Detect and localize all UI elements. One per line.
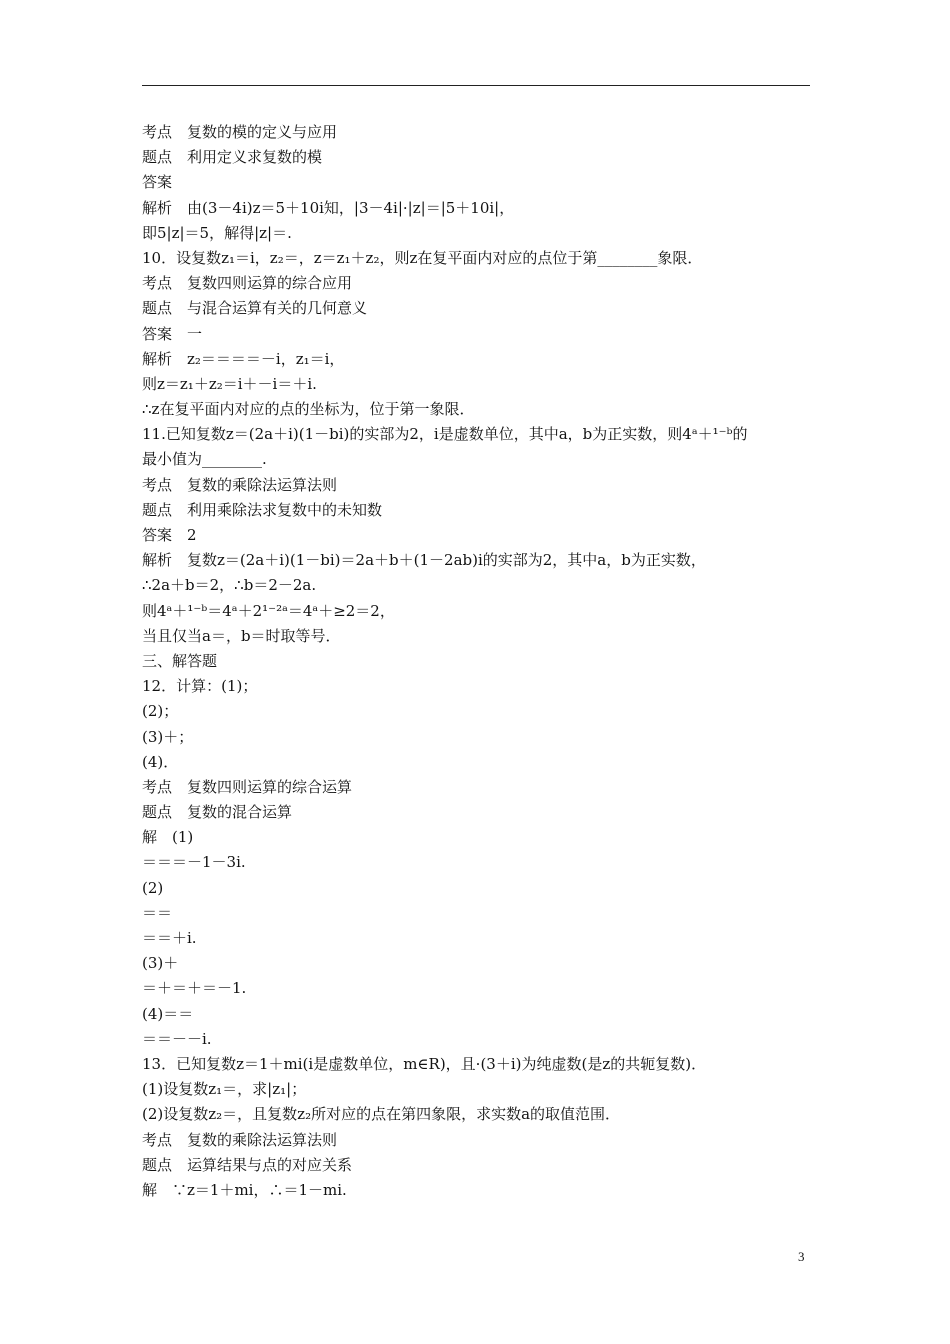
text-line: ∴z在复平面内对应的点的坐标为，位于第一象限． bbox=[142, 400, 475, 419]
text-line: 解析 z₂＝＝＝＝－i，z₁＝i， bbox=[142, 349, 345, 368]
text-line: 答案 2 bbox=[142, 526, 197, 544]
text-line: 即5|z|＝5，解得|z|＝. bbox=[142, 223, 292, 242]
text-line: ∴2a＋b＝2，∴b＝2－2a. bbox=[142, 576, 317, 595]
question-12: 12．计算：(1)； bbox=[142, 677, 258, 696]
text-line: (1)设复数z₁＝，求|z₁|； bbox=[142, 1080, 307, 1099]
text-line: 题点 利用定义求复数的模 bbox=[142, 148, 323, 167]
text-line: 答案 bbox=[142, 173, 173, 192]
text-line: 答案 一 bbox=[142, 324, 203, 343]
text-line: (4)． bbox=[142, 752, 179, 771]
text-line: (2) bbox=[142, 878, 164, 897]
text-line: (2)设复数z₂＝，且复数z₂所对应的点在第四象限，求实数a的取值范围． bbox=[142, 1105, 621, 1124]
text-line: ＝＝－－i. bbox=[142, 1029, 212, 1048]
text-line: 题点 与混合运算有关的几何意义 bbox=[142, 299, 368, 318]
text-line: 考点 复数的乘除法运算法则 bbox=[142, 475, 338, 494]
text-line: 解 ∵z＝1＋mi，∴＝1－mi. bbox=[142, 1180, 347, 1199]
text-line: (2)； bbox=[142, 702, 179, 721]
text-line: 最小值为________. bbox=[142, 450, 267, 469]
question-10: 10．设复数z₁＝i，z₂＝，z＝z₁＋z₂，则z在复平面内对应的点位于第________象限． bbox=[142, 248, 703, 267]
text-line: 考点 复数四则运算的综合应用 bbox=[142, 274, 353, 293]
question-11: 11.已知复数z＝(2a＋i)(1－bi)的实部为2，i是虚数单位，其中a，b为正实数，则4ᵃ＋¹⁻ᵇ的 bbox=[142, 425, 748, 444]
text-line: ＝＋＝＋＝－1. bbox=[142, 979, 247, 998]
document-body bbox=[142, 120, 810, 1203]
text-line: 解 (1) bbox=[142, 828, 194, 847]
text-line: 考点 复数四则运算的综合运算 bbox=[142, 777, 353, 796]
text-line: 解析 由(3－4i)z＝5＋10i知，|3－4i|·|z|＝|5＋10i|， bbox=[142, 198, 515, 217]
text-line: (3)＋； bbox=[142, 727, 194, 746]
text-line: ＝＝ bbox=[142, 903, 173, 922]
text-line: 考点 复数的模的定义与应用 bbox=[142, 123, 338, 141]
text-line: (3)＋ bbox=[142, 954, 179, 973]
text-line: (4)＝＝ bbox=[142, 1004, 194, 1023]
question-13: 13．已知复数z＝1＋mi(i是虚数单位，m∈R)，且·(3＋i)为纯虚数(是z的共轭复数)． bbox=[142, 1054, 707, 1073]
text-line: 题点 利用乘除法求复数中的未知数 bbox=[142, 500, 383, 519]
text-line: ＝＝＋i. bbox=[142, 929, 197, 947]
text-line: 当且仅当a＝，b＝时取等号． bbox=[142, 626, 341, 645]
section-heading: 三、解答题 bbox=[142, 651, 218, 670]
text-line: 则4ᵃ＋¹⁻ᵇ＝4ᵃ＋2¹⁻²ᵃ＝4ᵃ＋≥2＝2， bbox=[142, 601, 395, 620]
header-rule bbox=[142, 85, 810, 86]
text-line: ＝＝＝－1－3i. bbox=[142, 853, 246, 872]
page-number: 3 bbox=[798, 1249, 805, 1264]
text-line: 题点 复数的混合运算 bbox=[142, 803, 293, 822]
text-line: 则z＝z₁＋z₂＝i＋－i＝＋i. bbox=[142, 374, 317, 393]
text-line: 解析 复数z＝(2a＋i)(1－bi)＝2a＋b＋(1－2ab)i的实部为2，其中a，b为正实数， bbox=[142, 551, 706, 570]
text-line: 考点 复数的乘除法运算法则 bbox=[142, 1130, 338, 1149]
text-line: 题点 运算结果与点的对应关系 bbox=[142, 1155, 353, 1174]
